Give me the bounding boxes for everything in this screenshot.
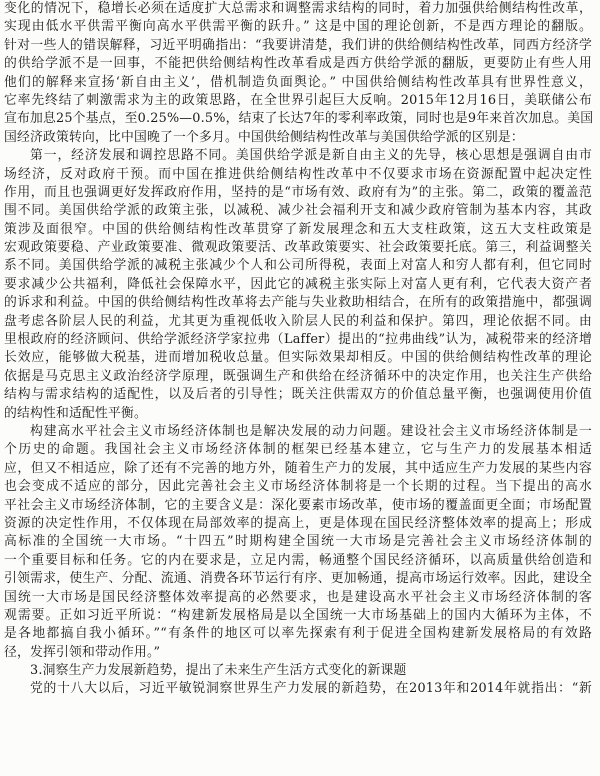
text-line: 是各地都搞自我小循环。”“有条件的地区可以率先探索有利于促进全国构建新发展格局的有效路 bbox=[4, 626, 592, 642]
text-line: 观需要。正如习近平所说：“构建新发展格局是以全国统一大市场基础上的国内大循环为主体，不 bbox=[4, 607, 592, 623]
text-line: 策涉及面很窄。中国的供给侧结构性改革贯穿了新发展理念和五大支柱政策，这五大支柱政策是 bbox=[4, 221, 592, 237]
text-line: 长效应，能够做大税基，进而增加税收总量。但实际效果却相反。中国的供给侧结构性改革的理论 bbox=[4, 350, 592, 366]
text-line: 变化的情况下，稳增长必须在适度扩大总需求和调整需求结构的同时，着力加强供给侧结构性改革， bbox=[4, 1, 592, 16]
text-line: 它率先终结了刺激需求为主的政策思路，在全世界引起巨大反响。2015年12月16日，美联储公布 bbox=[4, 92, 592, 108]
paragraph-start-line: 构建高水平社会主义市场经济体制也是解决发展的动力问题。建设社会主义市场经济体制是一 bbox=[30, 423, 592, 439]
text-line: 要求减少公共福利，降低社会保障水平，因此它的减税主张实际上对富人更有利，它代表大资产者 bbox=[4, 276, 592, 292]
text-line: 作用，而且也强调更好发挥政府作用，坚持的是“市场有效、政府有为”的主张。第二，政策的覆盖范 bbox=[4, 184, 592, 200]
text-line: 国经济政策转向，比中国晚了一个多月。中国供给侧结构性改革与美国供给学派的区别是： bbox=[4, 129, 524, 145]
text-line: 里根政府的经济顾问、供给学派经济学家拉弗（Laffer）提出的“拉弗曲线”认为，减税带来的经济增 bbox=[4, 332, 592, 348]
section-heading: 3.洞察生产力发展新趋势，提出了未来生产生活方式变化的新课题 bbox=[30, 663, 407, 679]
document-page bbox=[4, 0, 592, 699]
text-line: 场经济，反对政府干预。而中国在推进供给侧结构性改革中不仅要求市场在资源配置中起决定性 bbox=[4, 166, 592, 182]
text-line: 的供给学派不是一回事，不能把供给侧结构性改革看成是西方供给学派的翻版，更要防止有些人用 bbox=[4, 56, 592, 72]
text-line: 国统一大市场是国民经济整体效率提高的必然要求，也是建设高水平社会主义市场经济体制的客 bbox=[4, 589, 592, 605]
text-line: 径，发挥引领和带动作用。” bbox=[4, 644, 161, 660]
text-line: 针对一些人的错误解释，习近平明确指出：“我要讲清楚，我们讲的供给侧结构性改革，同西方经济学 bbox=[4, 37, 592, 53]
text-line: 宏观政策要稳、产业政策要准、微观政策要活、改革政策要实、社会政策要托底。第三，利益调整关 bbox=[4, 240, 592, 256]
text-line: 他们的解释来宣扬‘新自由主义’，借机制造负面舆论。” 中国供给侧结构性改革具有世界性意义， bbox=[4, 74, 592, 90]
text-line: 平社会主义市场经济体制，它的主要含义是：深化要素市场改革，使市场的覆盖面更全面；市场配置 bbox=[4, 497, 592, 513]
text-line: 围不同。美国供给学派的政策主张，以减税、减少社会福利开支和减少政府管制为基本内容，其政 bbox=[4, 203, 592, 219]
text-line: 的结构性和适配性平衡。 bbox=[4, 405, 147, 421]
text-line: 盘考虑各阶层人民的利益，尤其更为重视低收入阶层人民的利益和保护。第四，理论依据不同。由 bbox=[4, 313, 592, 329]
text-line: 系不同。美国供给学派的减税主张减少个人和公司所得税，表面上对富人和穷人都有利，但它同时 bbox=[4, 258, 592, 274]
text-line: 引领需求，使生产、分配、流通、消费各环节运行有序、更加畅通，提高市场运行效率。因此，建设全 bbox=[4, 571, 592, 587]
text-line: 个历史的命题。我国社会主义市场经济体制的框架已经基本建立，它与生产力的发展基本相适 bbox=[4, 442, 592, 458]
text-line: 应，但又不相适应，除了还有不完善的地方外，随着生产力的发展，其中适应生产力发展的某些内容 bbox=[4, 460, 592, 476]
text-line: 宣布加息25个基点，至0.25%—0.5%，结束了长达7年的零利率政策，同时也是9年来首次加息。美国 bbox=[4, 111, 594, 127]
text-line: 结构与需求结构的适配性，以及后者的引导性；既关注供需双方的价值总量平衡，也强调使用价值 bbox=[4, 387, 592, 403]
paragraph-start-line: 党的十八大以后，习近平敏锐洞察世界生产力发展的新趋势，在2013年和2014年就指出：“新 bbox=[30, 681, 592, 697]
paragraph-start-line: 第一，经济发展和调控思路不同。美国供给学派是新自由主义的先导，核心思想是强调自由市 bbox=[30, 148, 592, 164]
text-line: 也会变成不适应的部分，因此完善社会主义市场经济体制将是一个长期的过程。当下提出的高水 bbox=[4, 479, 592, 495]
text-line: 实现由低水平供需平衡向高水平供需平衡的跃升。” 这是中国的理论创新，不是西方理论的翻版。 bbox=[4, 19, 592, 35]
text-line: 依据是马克思主义政治经济学原理，既强调生产和供给在经济循环中的决定作用，也关注生产供给 bbox=[4, 368, 592, 384]
text-line: 高标准的全国统一大市场。“十四五”时期构建全国统一大市场是完善社会主义市场经济体制的 bbox=[4, 534, 592, 550]
text-line: 的诉求和利益。中国的供给侧结构性改革将去产能与失业救助相结合，在所有的政策措施中，都强调 bbox=[4, 295, 592, 311]
text-line: 一个重要目标和任务。它的内在要求是，立足内需，畅通整个国民经济循环，以高质量供给创造和 bbox=[4, 552, 592, 568]
text-line: 资源的决定性作用，不仅体现在局部效率的提高上，更是体现在国民经济整体效率的提高上；形成 bbox=[4, 515, 592, 531]
